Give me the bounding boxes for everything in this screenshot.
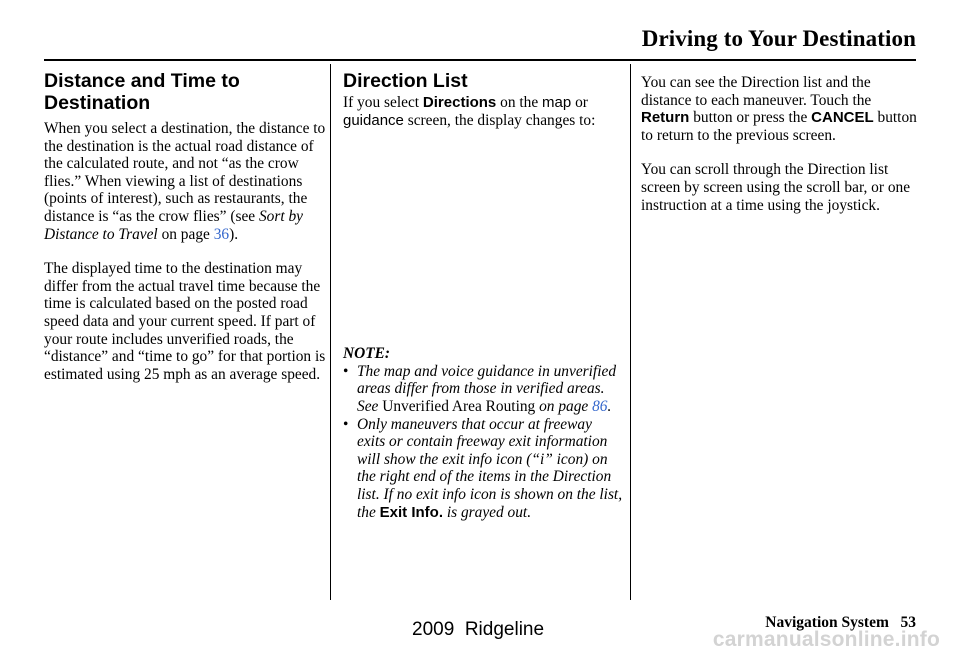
- section-heading-direction-list: Direction List: [343, 70, 468, 92]
- note-label: NOTE:: [343, 345, 391, 363]
- paragraph-direction-scroll: You can scroll through the Direction list screen by screen using the scroll bar, or one instruction at a time using the joystick.: [641, 161, 911, 214]
- column-divider-left: [330, 64, 331, 600]
- header-rule: [44, 59, 916, 61]
- column-direction-usage: [641, 66, 921, 214]
- note-item-exit-info: • Only maneuvers that occur at freeway exits or contain freeway exit information will show the exit info icon (“i” icon) on the right end of the items in the Direction list. If no exit info icon is shown on the list, the Exit Info. is grayed out.: [343, 416, 623, 522]
- paragraph-distance: When you select a destination, the distance to the destination is the actual road distance of the calculated route, and not “as the crow flies.” When viewing a list of destinations (points of interest), such as restaurants, the distance is “as the crow flies” (see Sort by Distance to Travel on page 36).: [44, 120, 326, 243]
- column-direction-list: [343, 66, 623, 521]
- note-list: [343, 363, 623, 521]
- column-divider-right: [630, 64, 631, 600]
- footer-page-number: 53: [900, 614, 916, 631]
- paragraph-direction-return: You can see the Direction list and the distance to each maneuver. Touch the Return button or press the CANCEL button to return to the previous screen.: [641, 74, 917, 144]
- footer-section-name: Navigation System: [765, 614, 889, 631]
- page-link-86[interactable]: 86: [592, 397, 608, 415]
- paragraph-direction-intro: If you select Directions on the map or guidance screen, the display changes to:: [343, 94, 596, 129]
- page-header-title: Driving to Your Destination: [641, 26, 916, 51]
- column-distance-time: [44, 66, 326, 383]
- footer-model-label: 2009 Ridgeline: [412, 619, 545, 640]
- page-link-36[interactable]: 36: [213, 225, 230, 243]
- paragraph-time: The displayed time to the destination may differ from the actual travel time because the time is calculated based on the posted road speed data and your current speed. If part of your route includes unverified roads, the “distance” and “time to go” for that portion is estimated using 25 mph as an average speed.: [44, 260, 326, 383]
- watermark: carmanualsonline.info: [712, 628, 940, 651]
- section-heading-distance-time: Distance and Time to Destination: [44, 70, 240, 114]
- note-item-unverified: • The map and voice guidance in unverified areas differ from those in verified areas. See Unverified Area Routing on page 86.: [343, 363, 623, 416]
